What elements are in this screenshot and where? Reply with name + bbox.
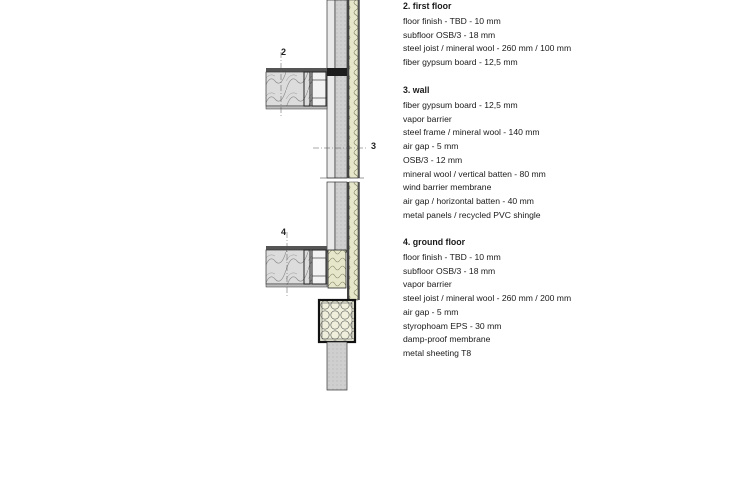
spec-layer: floor finish - TBD - 10 mm (403, 252, 501, 262)
spec-layer: subfloor OSB/3 - 18 mm (403, 265, 496, 276)
spec-layer: steel joist / mineral wool - 260 mm / 100 mm (403, 43, 572, 54)
spec-layer: metal panels / recycled PVC shingle (403, 209, 541, 220)
spec-layer: styrophoam EPS - 30 mm (403, 320, 502, 331)
spec-layer: vapor barrier (403, 279, 452, 290)
spec-layer: vapor barrier (403, 113, 452, 124)
spec-wall (403, 85, 723, 222)
ground-floor-slab (266, 246, 346, 288)
spec-layer: damp-proof membrane (403, 334, 491, 345)
spec-layer: fiber gypsum board - 12,5 mm (403, 57, 518, 68)
spec-layer: OSB/3 - 12 mm (403, 154, 463, 165)
spec-layer: subfloor OSB/3 - 18 mm (403, 29, 496, 40)
spec-wall-title: 3. wall (403, 85, 430, 95)
tag-ground-floor: 4 (281, 227, 287, 237)
spec-ground-floor-title: 4. ground floor (403, 237, 466, 247)
spec-layer: fiber gypsum board - 12,5 mm (403, 100, 518, 110)
spec-layer: steel joist / mineral wool - 260 mm / 200 mm (403, 293, 572, 304)
spec-layer: floor finish - TBD - 10 mm (403, 16, 501, 26)
spec-layer: wind barrier membrane (403, 182, 492, 193)
spec-ground-floor (403, 237, 723, 361)
spec-layer: air gap - 5 mm (403, 141, 459, 152)
spec-first-floor-title: 2. first floor (403, 1, 452, 11)
tag-first-floor: 2 (281, 47, 287, 57)
spec-layer: air gap / horizontal batten - 40 mm (403, 195, 534, 206)
spec-layer: steel frame / mineral wool - 140 mm (403, 127, 540, 138)
tag-wall: 3 (371, 141, 377, 151)
spec-layer: air gap - 5 mm (403, 306, 459, 317)
foundation-beam (319, 300, 355, 390)
spec-first-floor (403, 1, 723, 70)
spec-layer: metal sheeting T8 (403, 347, 472, 358)
spec-layer: mineral wool / vertical batten - 80 mm (403, 168, 546, 179)
